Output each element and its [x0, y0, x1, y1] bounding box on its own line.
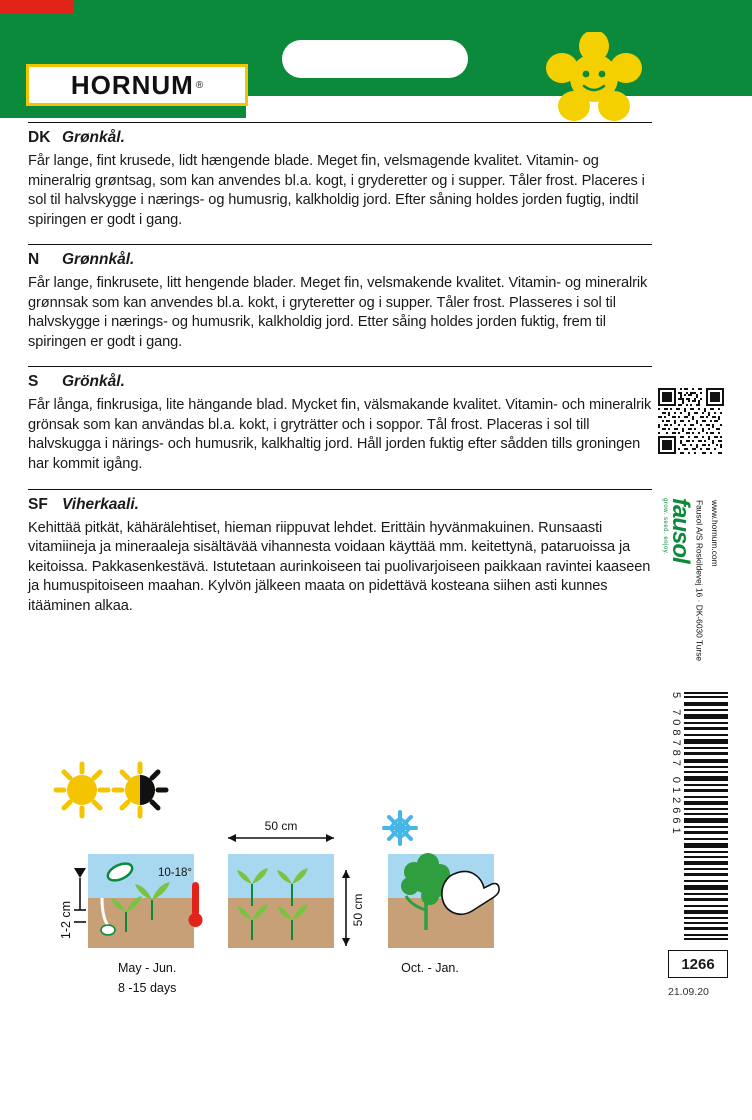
brand-logo-text: HORNUM	[70, 69, 194, 100]
divider	[28, 244, 652, 245]
language-block-dk	[28, 122, 652, 230]
article-number: 1266	[681, 955, 715, 973]
barcode	[672, 690, 728, 942]
company-name: fausol	[667, 498, 694, 563]
company-branding	[660, 498, 726, 670]
brand-logo	[26, 64, 248, 106]
divider	[28, 366, 652, 367]
description-panel	[28, 122, 652, 630]
language-heading	[28, 251, 652, 269]
germination-days-label: 8 -15 days	[118, 981, 177, 995]
red-corner-marker	[0, 0, 74, 14]
snowflake-icon	[384, 812, 416, 844]
harvest-months-label: Oct. - Jan.	[401, 961, 459, 975]
language-code: SF	[28, 495, 48, 513]
temperature-label: 10-18°	[158, 867, 193, 879]
sowing-depth-label: 1-2 cm	[59, 900, 73, 940]
language-heading	[28, 129, 652, 147]
header-white-cut	[246, 96, 752, 120]
language-plant-name: Grønkål.	[62, 129, 125, 146]
language-description: Kehittää pitkät, kähärälehtiset, hieman riippuvat lehdet. Erittäin hyvänmakuinen. Runsaasti vitamiineja ja mineraaleja sisältävää vihannesta voidaan käyttää mm. keitettynä, pataruoissa ja keitoissa. Pakkasenkestävä. Istutetaan aurinkoiseen tai puolivarjoiseen paikkaan ravintei kaaseen ja humuspitoiseen maahan. Kylvön jälkeen maata on pidettävä kosteana siihen asti kunnes itääminen alkaa.	[28, 519, 651, 614]
language-code: DK	[28, 129, 51, 146]
language-plant-name: Grönkål.	[62, 373, 125, 391]
language-description: Får långa, finkrusiga, lite hängande blad. Mycket fin, välsmakande kvalitet. Vitamin- och mineralrik grönsak som kan användas bl.a. kokt, i gryträtter och i soppor. Tål frost. Placeras i sol till halvskugga i närings- och humusrik, kalkhaltig jord. Håll jorden fuktig efter sådden tills groningen har kommit igång.	[28, 397, 652, 473]
print-date: 21.09.20	[668, 986, 709, 998]
half-sun-icon	[114, 764, 166, 816]
flower-icon	[546, 32, 642, 124]
barcode-lines	[684, 690, 728, 942]
company-website: www.hornum.com	[710, 500, 720, 567]
registered-mark: ®	[195, 79, 204, 91]
language-heading	[28, 373, 652, 391]
company-address: Fausol A/S Roskildevej 16 · DK-6030 Turse	[694, 500, 705, 662]
plant-spacing-label: 50 cm	[351, 893, 365, 927]
panel-spacing	[228, 819, 365, 948]
language-code: S	[28, 373, 39, 391]
language-block-s	[28, 366, 652, 474]
full-sun-icon	[56, 764, 108, 816]
article-number-box	[668, 950, 728, 978]
qr-code	[658, 388, 724, 454]
language-block-n	[28, 244, 652, 352]
panel-harvest	[384, 812, 499, 975]
language-plant-name: Viherkaali.	[62, 495, 139, 513]
company-tagline: grow. seed. enjoy.	[662, 498, 668, 555]
sowing-instructions-diagram	[40, 760, 540, 1010]
panel-sowing-depth	[59, 854, 203, 995]
language-block-sf	[28, 489, 652, 617]
sowing-months-label: May - Jun.	[118, 961, 177, 975]
barcode-digits: 5 708787 012661	[670, 692, 682, 838]
language-code: N	[28, 251, 40, 269]
divider	[28, 489, 652, 490]
row-spacing-label: 50 cm	[264, 819, 298, 833]
language-description: Får lange, fint krusede, lidt hængende blade. Meget fin, velsmagende kvalitet. Vitamin- og mineralrig grøntsag, som kan anvendes bl.a. kogt, i gryderetter og i supper. Tåler frost. Placeres i sol til halvskygge i nærings- og humusrig, kalkholdig jord. Efter såning holdes jorden fugtig, indtil spiringen er godt i gang.	[28, 153, 645, 228]
language-description: Får lange, finkrusete, litt hengende blader. Meget fin, velsmakende kvalitet. Vitamin- og mineralrik grønnsak som kan anvendes bl.a. kokt, i gryteretter og i supper. Tåler frost. Plasseres i sol til halvskygge i nærings- og humusrik, kalkholdig jord. Etter såing holdes jorden fuktig, frem til spiringen er godt i gang.	[28, 275, 648, 350]
language-plant-name: Grønnkål.	[62, 251, 135, 269]
language-heading	[28, 496, 652, 514]
